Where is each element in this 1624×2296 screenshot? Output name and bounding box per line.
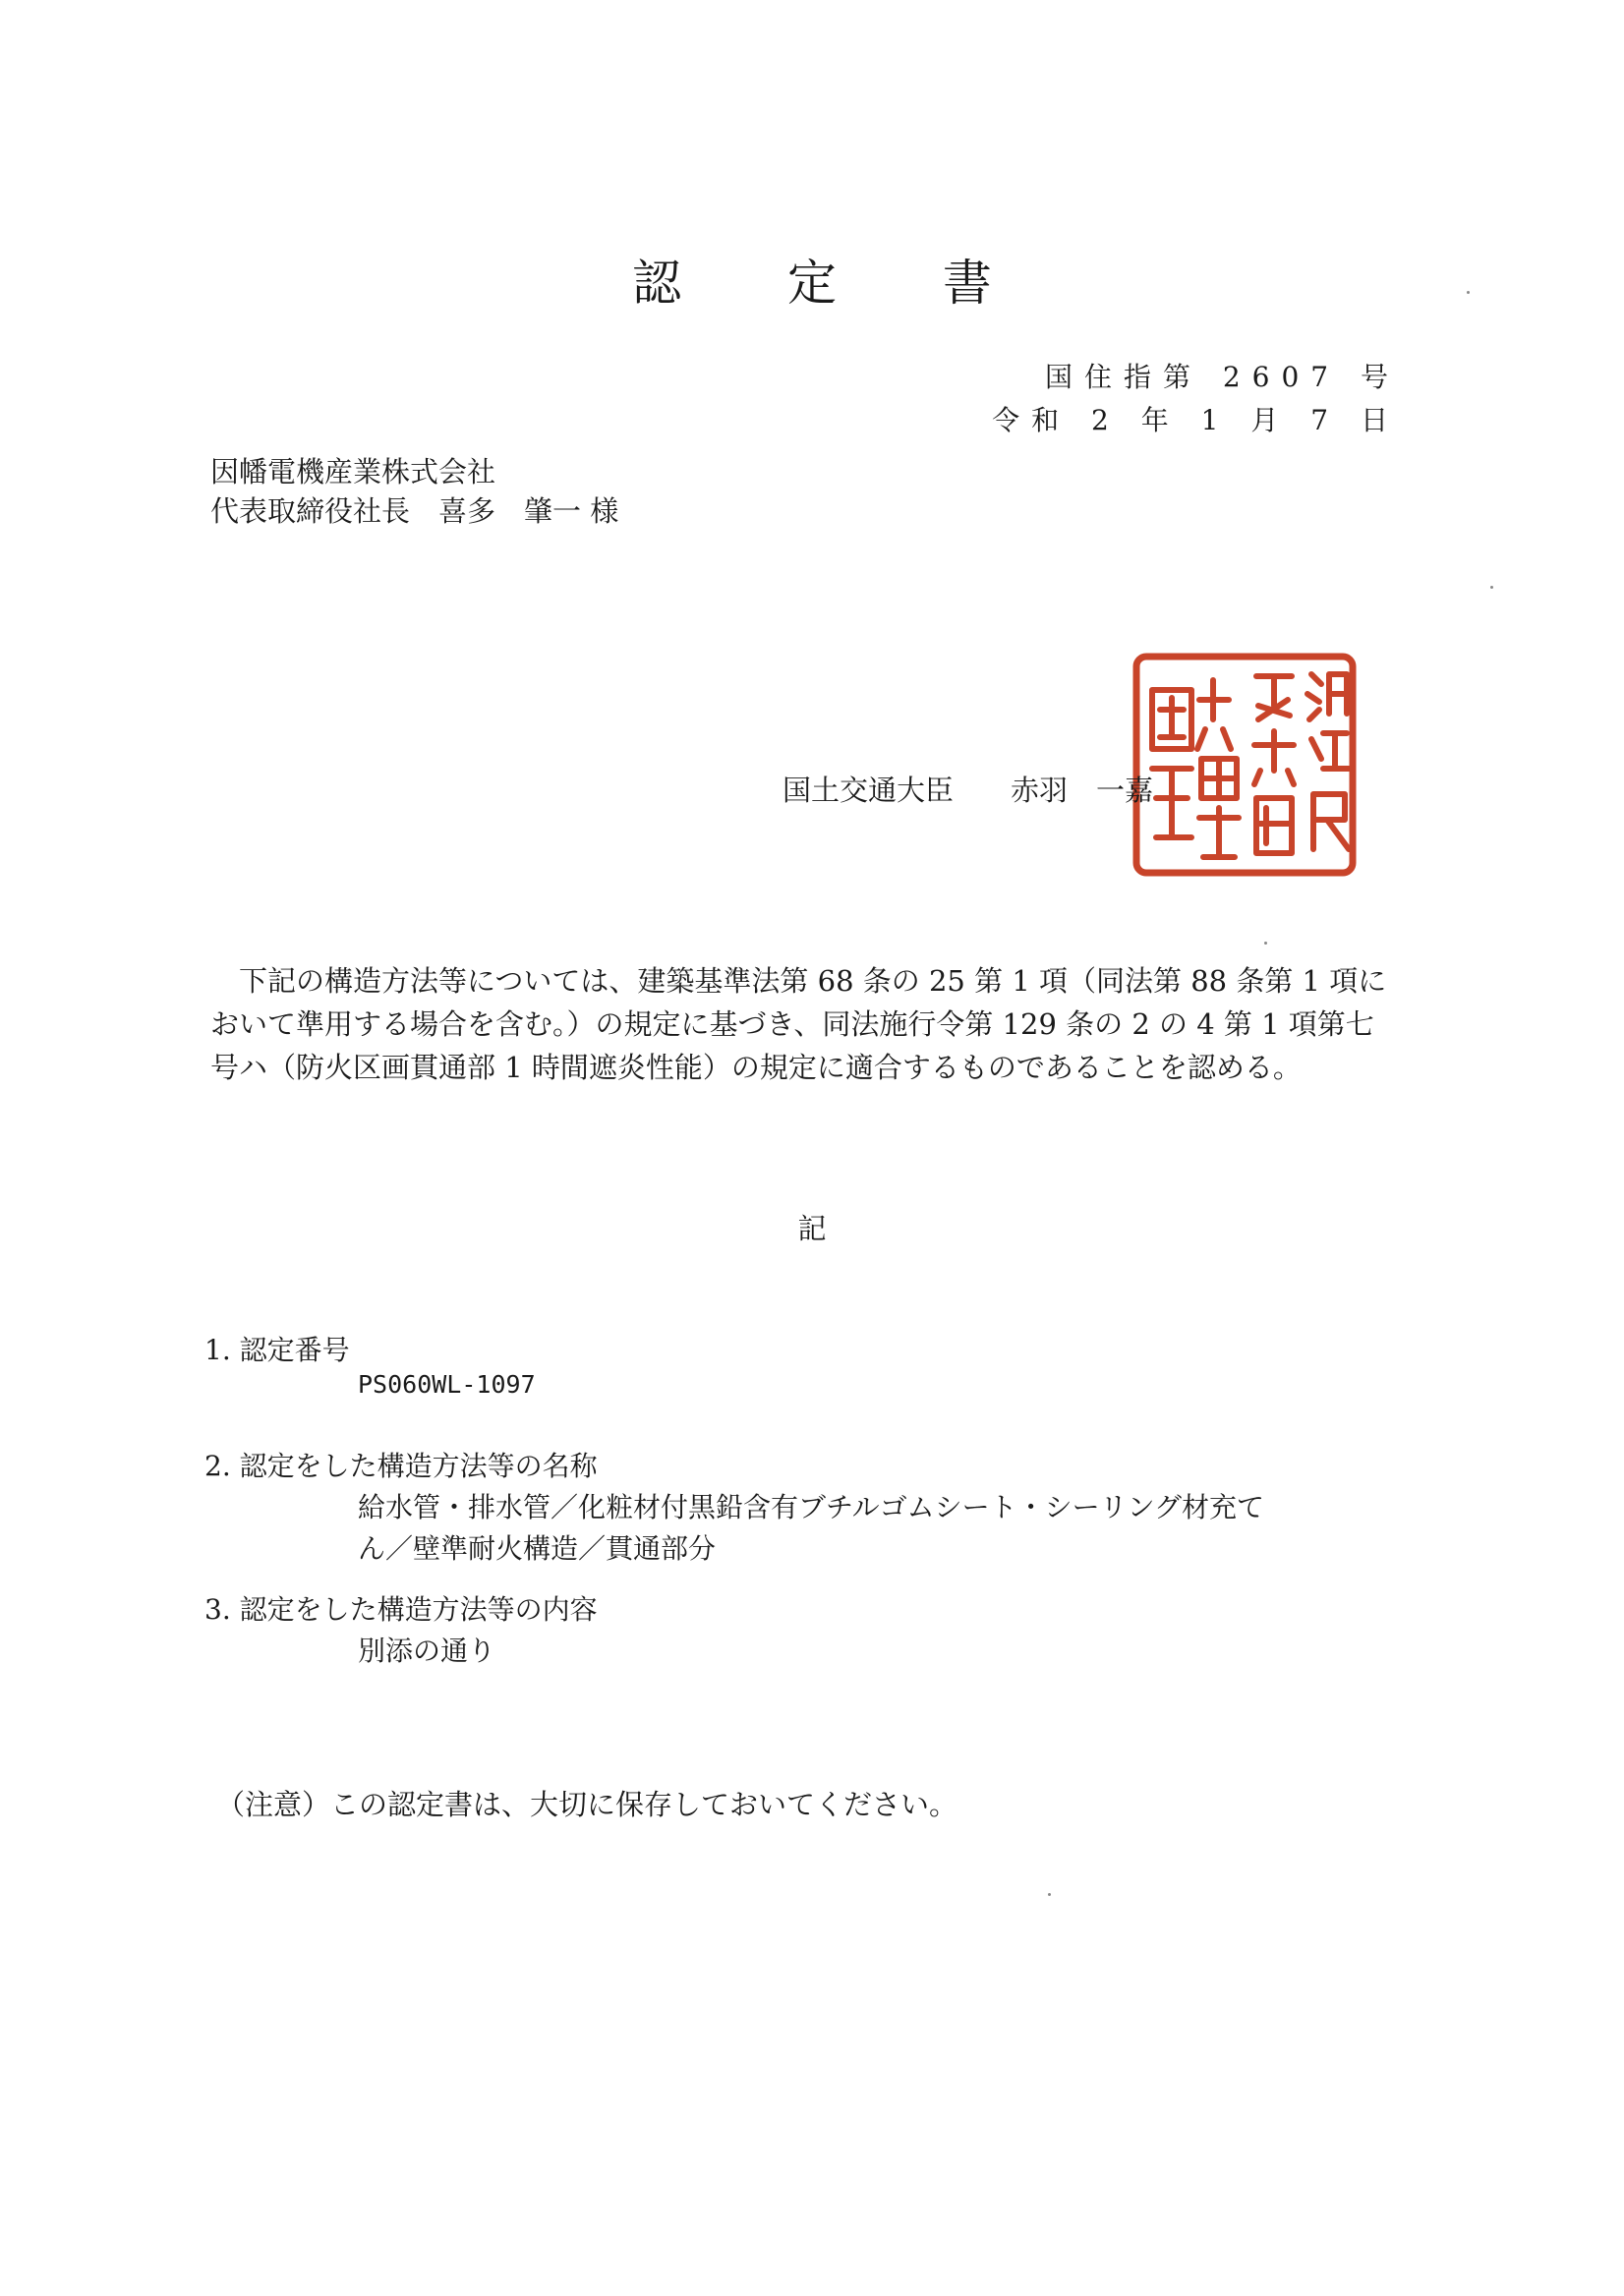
item-2-value: 給水管・排水管／化粧材付黒鉛含有ブチルゴムシート・シーリング材充て: [358, 1491, 1265, 1523]
scan-speck: [1264, 942, 1267, 945]
issuer-name: 国土交通大臣 赤羽 一嘉: [783, 774, 1154, 807]
document-number: 国住指第 2607 号: [1044, 361, 1400, 393]
scan-speck: [1048, 1893, 1051, 1896]
scan-speck: [1490, 586, 1493, 589]
document-title: 認 定 書: [632, 255, 1037, 312]
item-3-label: 3. 認定をした構造方法等の内容: [204, 1593, 598, 1626]
item-1-value: PS060WL-1097: [358, 1370, 536, 1399]
ki-heading: 記: [797, 1212, 827, 1245]
item-1-label: 1. 認定番号: [204, 1334, 350, 1366]
item-2-value: ん／壁準耐火構造／貫通部分: [358, 1532, 717, 1565]
body-line: おいて準用する場合を含む。）の規定に基づき、同法施行令第 129 条の 2 の 4 第 1 項第七: [210, 1007, 1374, 1041]
official-seal-icon: [1131, 651, 1359, 879]
body-line: 号ハ（防火区画貫通部 1 時間遮炎性能）の規定に適合するものであることを認める。: [210, 1051, 1302, 1084]
item-2-label: 2. 認定をした構造方法等の名称: [204, 1450, 598, 1482]
scan-speck: [1467, 291, 1470, 294]
body-line: 下記の構造方法等については、建築基準法第 68 条の 25 第 1 項（同法第 88 条第 1 項に: [210, 964, 1387, 998]
document-date: 令和 2 年 1 月 7 日: [992, 404, 1400, 436]
note-text: （注意）この認定書は、大切に保存しておいてください。: [216, 1788, 958, 1821]
item-3-value: 別添の通り: [358, 1635, 496, 1667]
recipient-company: 因幡電機産業株式会社: [210, 455, 496, 488]
certification-body: [210, 959, 1439, 1089]
recipient-name: 代表取締役社長 喜多 肇一 様: [210, 494, 619, 528]
